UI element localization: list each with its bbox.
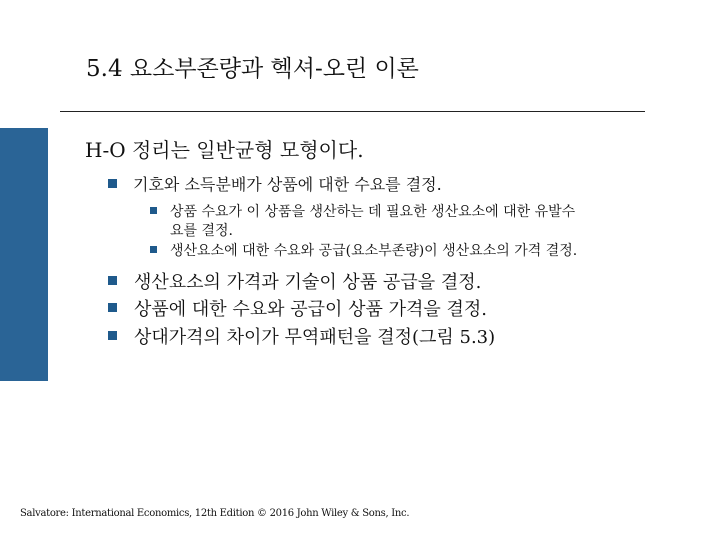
title-divider: [60, 111, 645, 112]
sub-bullet-text: 상품 수요가 이 상품을 생산하는 데 필요한 생산요소에 대한 유발수: [170, 204, 576, 220]
square-bullet-icon: [108, 303, 117, 312]
square-bullet-icon: [150, 246, 157, 253]
square-bullet-icon: [108, 179, 117, 188]
slide-title: 5.4 요소부존량과 헥셔-오린 이론: [86, 56, 419, 82]
sub-bullet-continuation: [170, 220, 233, 240]
square-bullet-icon: [108, 331, 117, 340]
bullet-text: 기호와 소득분배가 상품에 대한 수요를 결정.: [133, 175, 442, 194]
bullet-item: [134, 323, 495, 349]
sub-bullet-text: 요를 결정.: [170, 223, 233, 239]
bullet-item: [134, 268, 481, 294]
slide-heading: H-O 정리는 일반균형 모형이다.: [85, 138, 364, 162]
bullet-text: 상품에 대한 수요와 공급이 상품 가격을 결정.: [134, 299, 488, 320]
bullet-text: 생산요소의 가격과 기술이 상품 공급을 결정.: [134, 272, 482, 293]
sub-bullet-item: [170, 240, 577, 260]
square-bullet-icon: [108, 276, 117, 285]
bullet-text: 상대가격의 차이가 무역패턴을 결정(그림 5.3): [134, 327, 496, 348]
square-bullet-icon: [150, 207, 157, 214]
accent-bar: [0, 128, 48, 381]
sub-bullet-text: 생산요소에 대한 수요와 공급(요소부존량)이 생산요소의 가격 결정.: [170, 243, 578, 259]
bullet-item: [134, 295, 487, 321]
sub-bullet-item: [170, 201, 575, 221]
bullet-item: [133, 172, 442, 195]
footer-citation: Salvatore: International Economics, 12th Edition © 2016 John Wiley & Sons, Inc.: [20, 508, 410, 519]
